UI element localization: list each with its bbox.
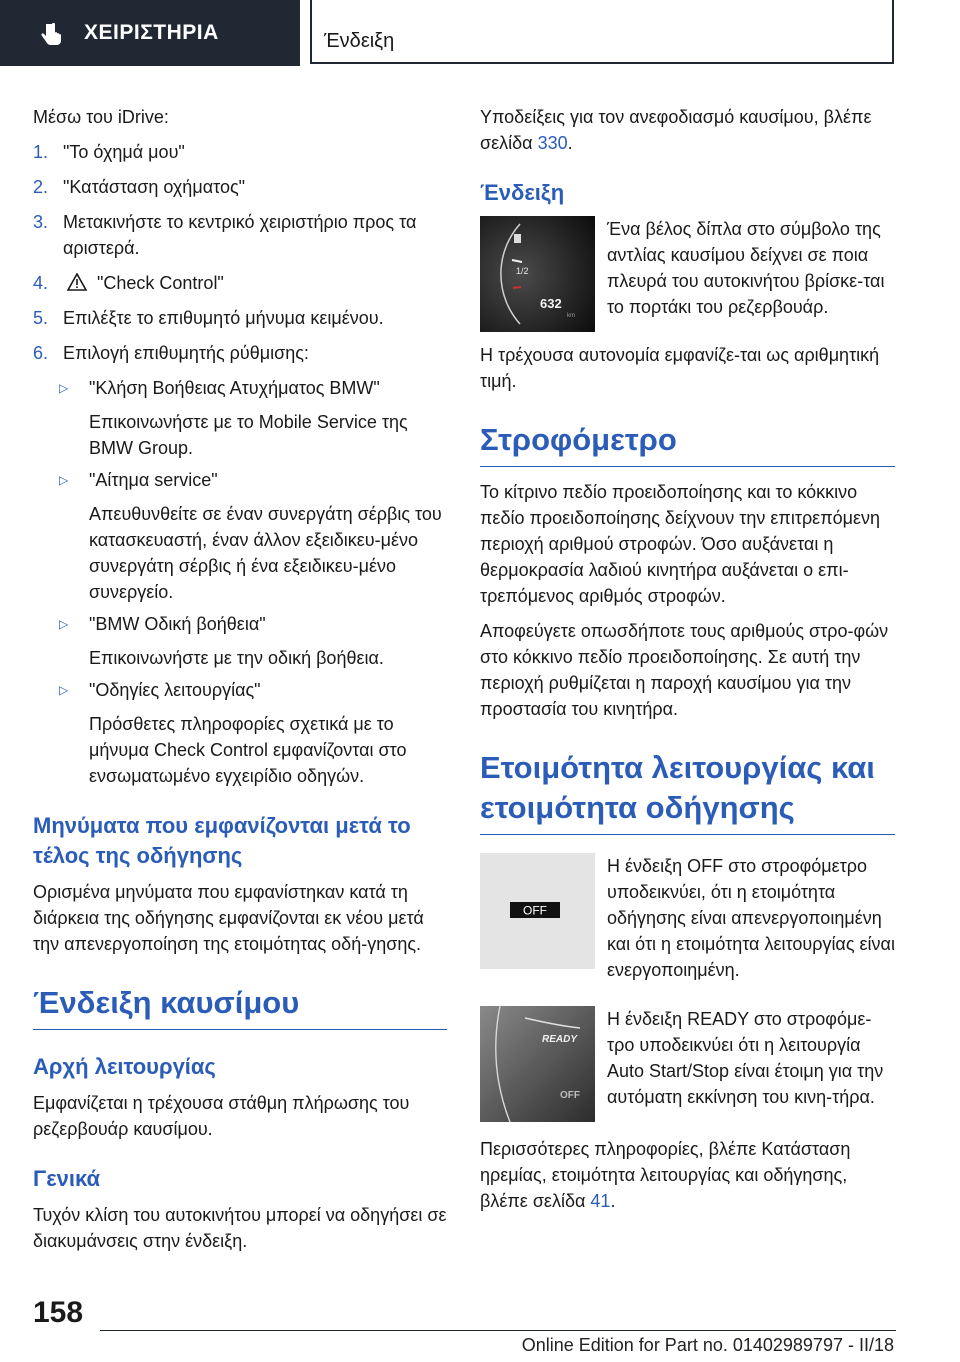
step-number: 2. bbox=[33, 177, 49, 197]
triangle-bullet-icon: ▷ bbox=[59, 381, 69, 395]
step-item bbox=[33, 139, 447, 165]
ready-text: Η ένδειξη READY στο στροφόμε-τρο υποδεικνύει ότι η λειτουργία Auto Start/Stop είναι έτοιμη για την αυτόματη εκκίνηση του κινη-τήρα. bbox=[607, 1009, 884, 1107]
more-info-prefix: Περισσότερες πληροφορίες, βλέπε Κατάσταση ηρεμίας, ετοιμότητα λειτουργίας και οδήγησης, βλέπε σελίδα bbox=[480, 1139, 851, 1211]
refuel-tips-prefix: Υποδείξεις για τον ανεφοδιασμό καυσίμου, βλέπε σελίδα bbox=[480, 107, 872, 153]
edition-note: Online Edition for Part no. 01402989797 - II/18 bbox=[521, 1335, 894, 1355]
page-number: 158 bbox=[33, 1296, 84, 1329]
step-item bbox=[33, 209, 447, 261]
page-link-330[interactable]: 330 bbox=[537, 133, 568, 153]
right-column bbox=[480, 104, 895, 1223]
intro-text: Μέσω του iDrive: bbox=[33, 107, 169, 127]
option-desc: Απευθυνθείτε σε έναν συνεργάτη σέρβις του κατασκευαστή, έναν άλλον εξειδικευ-μένο συνεργάτη σέρβις ή ένα εξειδικευ-μένο συνεργείο. bbox=[89, 504, 442, 602]
option-title: "Οδηγίες λειτουργίας" bbox=[89, 680, 261, 700]
general-heading: Γενικά bbox=[33, 1166, 101, 1191]
gauge-range-value: 632 bbox=[540, 296, 562, 311]
option-desc: Πρόσθετες πληροφορίες σχετικά με το μήνυμα Check Control εμφανίζονται στο ενσωματωμένο εγχειρίδιο οδηγών. bbox=[89, 714, 407, 786]
step-item bbox=[33, 270, 447, 296]
section-title: ΧΕΙΡΙΣΤΗΡΙΑ bbox=[84, 21, 219, 44]
end-messages-heading: Μηνύματα που εμφανίζονται μετά το τέλος της οδήγησης bbox=[33, 813, 411, 868]
off-display-row bbox=[480, 853, 895, 992]
step-number: 1. bbox=[33, 142, 49, 162]
option-title: "BMW Οδική βοήθεια" bbox=[89, 614, 266, 634]
hand-pointer-icon bbox=[40, 22, 64, 48]
gauge-half-label: 1/2 bbox=[516, 266, 529, 276]
step-text: Επιλογή επιθυμητής ρύθμισης: bbox=[63, 343, 309, 363]
gauge-range-unit: km bbox=[567, 313, 575, 319]
option-title: "Αίτημα service" bbox=[89, 470, 218, 490]
option-item bbox=[59, 375, 447, 461]
off-label: OFF bbox=[523, 903, 547, 918]
principle-text: Εμφανίζεται η τρέχουσα στάθμη πλήρωσης του ρεζερβουάρ καυσίμου. bbox=[33, 1093, 410, 1139]
fuel-gauge-heading: Ένδειξη καυσίμου bbox=[33, 983, 447, 1030]
ready-description bbox=[607, 1006, 895, 1122]
option-item bbox=[59, 467, 447, 605]
tachometer-heading: Στροφόμετρο bbox=[480, 420, 895, 467]
left-column bbox=[33, 104, 447, 1263]
off-text: Η ένδειξη OFF στο στροφόμετρο υποδεικνύει, ότι η ετοιμότητα οδήγησης είναι απενεργοποιημένη και ότι η ετοιμότητα λειτουργίας είναι ενεργοποιημένη. bbox=[607, 856, 895, 980]
option-desc: Επικοινωνήστε με το Mobile Service της BMW Group. bbox=[89, 412, 408, 458]
tachometer-text-1: Το κίτρινο πεδίο προειδοποίησης και το κόκκινο πεδίο προειδοποίησης δείχνουν την επιτρεπόμενη περιοχή αριθμού στροφών. Όσο αυξάνεται η θερμοκρασία λαδιού κινητήρα αυξάνεται ο επι-τρεπόμενος αριθμός στροφών. bbox=[480, 482, 881, 606]
footer-divider bbox=[100, 1330, 896, 1331]
fuel-display-row bbox=[480, 216, 895, 332]
display-description bbox=[607, 216, 895, 332]
tachometer-text-2: Αποφεύγετε οπωσδήποτε τους αριθμούς στρο-φών στο κόκκινο πεδίο προειδοποίησης. Σε αυτή την περιοχή ρυθμίζεται η παροχή καυσίμου για την προστασία του κινητήρα. bbox=[480, 621, 889, 719]
option-item bbox=[59, 677, 447, 789]
step-number: 4. bbox=[33, 273, 49, 293]
refuel-tips-suffix: . bbox=[567, 133, 573, 153]
warning-triangle-icon bbox=[67, 273, 87, 291]
step-item bbox=[33, 340, 447, 366]
step-item bbox=[33, 174, 447, 200]
option-item bbox=[59, 611, 447, 671]
option-desc: Επικοινωνήστε με την οδική βοήθεια. bbox=[89, 648, 384, 668]
off-description bbox=[607, 853, 895, 992]
principle-heading: Αρχή λειτουργίας bbox=[33, 1054, 216, 1079]
triangle-bullet-icon: ▷ bbox=[59, 617, 69, 631]
step-text: "Το όχημά μου" bbox=[63, 142, 185, 162]
display-text-2: Η τρέχουσα αυτονομία εμφανίζε-ται ως αριθμητική τιμή. bbox=[480, 345, 880, 391]
refuel-tips-text bbox=[480, 104, 895, 156]
off-indicator-image bbox=[480, 853, 595, 969]
ready-indicator-image bbox=[480, 1006, 595, 1122]
triangle-bullet-icon: ▷ bbox=[59, 683, 69, 697]
ready-off-label: OFF bbox=[560, 1090, 580, 1101]
step-item bbox=[33, 305, 447, 331]
step-text: "Κατάσταση οχήματος" bbox=[63, 177, 246, 197]
chapter-tab bbox=[310, 0, 894, 64]
step-number: 5. bbox=[33, 308, 49, 328]
general-text: Τυχόν κλίση του αυτοκινήτου μπορεί να οδηγήσει σε διακυμάνσεις στην ένδειξη. bbox=[33, 1205, 447, 1251]
step-text: Επιλέξτε το επιθυμητό μήνυμα κειμένου. bbox=[63, 308, 384, 328]
step-number: 3. bbox=[33, 212, 49, 232]
header-section-bar bbox=[0, 0, 300, 66]
end-messages-text: Ορισμένα μηνύματα που εμφανίστηκαν κατά τη διάρκεια της οδήγησης εμφανίζονται εκ νέου μετά την απενεργοποίηση της ετοιμότητας οδή-γησης. bbox=[33, 882, 424, 954]
step-text-wrap bbox=[63, 270, 447, 296]
ready-display-row bbox=[480, 1006, 895, 1122]
page-link-41[interactable]: 41 bbox=[590, 1191, 611, 1211]
more-info-text bbox=[480, 1136, 895, 1214]
ready-label: READY bbox=[542, 1034, 578, 1045]
display-text-1: Ένα βέλος δίπλα στο σύμβολο της αντλίας καυσίμου δείχνει σε ποια πλευρά του αυτοκινήτου βρίσκε-ται το πορτάκι του ρεζερβουάρ. bbox=[607, 219, 885, 317]
chapter-title: Ένδειξη bbox=[324, 30, 395, 52]
triangle-bullet-icon: ▷ bbox=[59, 473, 69, 487]
more-info-suffix: . bbox=[610, 1191, 616, 1211]
readiness-heading: Ετοιμότητα λειτουργίας και ετοιμότητα οδήγησης bbox=[480, 748, 895, 835]
step-text: "Check Control" bbox=[97, 273, 224, 293]
step-number: 6. bbox=[33, 343, 49, 363]
fuel-gauge-image bbox=[480, 216, 595, 332]
display-heading: Ένδειξη bbox=[480, 180, 565, 205]
step-text: Μετακινήστε το κεντρικό χειριστήριο προς τα αριστερά. bbox=[63, 212, 417, 258]
option-title: "Κλήση Βοήθειας Ατυχήματος BMW" bbox=[89, 378, 380, 398]
